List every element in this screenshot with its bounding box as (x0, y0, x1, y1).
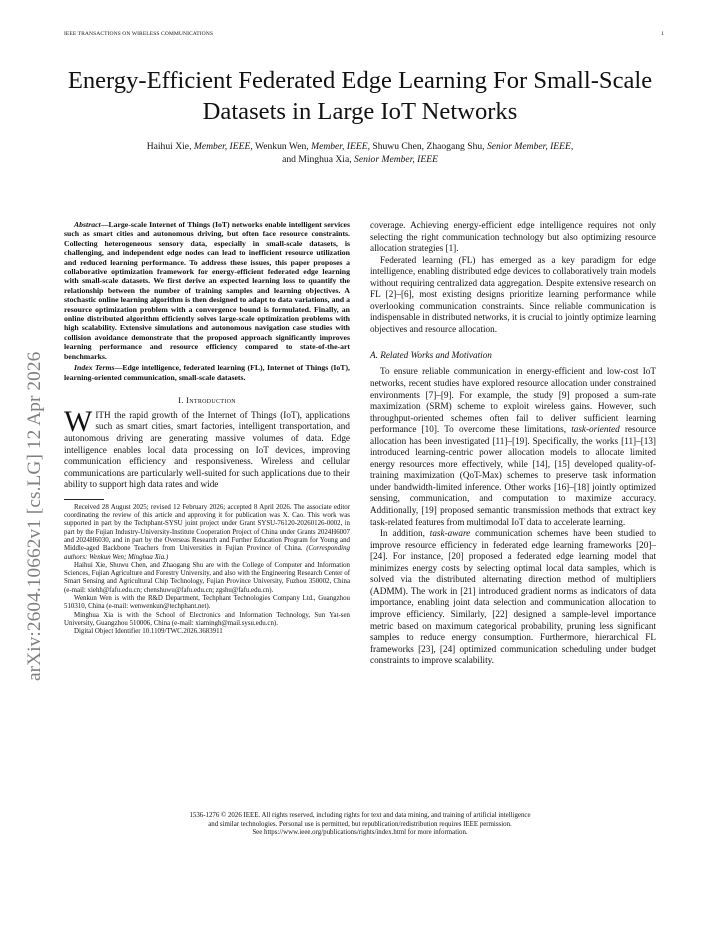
intro-paragraph: WITH the rapid growth of the Internet of Things (IoT), applications such as smart cities, smart factories, intelligent transportation, and autonomous driving are generating massive volumes of data. Edge intelligence enables local data processing on IoT devices, improving communication efficiency and responsiveness. Wireless and cellular communications are particularly well-suited for such applications due to their ability to support high data rates and wide (64, 404, 350, 490)
copyright-line[interactable]: See https://www.ieee.org/publications/rights/index.html for more information. (252, 829, 468, 836)
abstract (64, 220, 350, 361)
author-membership: Senior Member, IEEE (354, 154, 438, 165)
author-name: Shuwu Chen (372, 141, 422, 152)
footnote-affiliation: Haihui Xie, Shuwu Chen, and Zhaogang Shu are with the College of Computer and Information Sciences, Fujian Agriculture and Forestry University, and also with the Engineering Research Center of Smart Sensing and Agricultural Chip Technology, Fujian Province University, Fuzhou 350002, China (e-mail: xiehh@fafu.edu.cn; chenshuwu@fafu.edu.cn; zgshu@fafu.edu.cn). (64, 561, 350, 594)
drop-cap: W (64, 404, 93, 438)
footnote-affiliation: Wenkun Wen is with the R&D Department, Techphant Technologies Company Ltd., Guangzhou 510310, China (e-mail: wenwenkun@techphant.net). (64, 595, 350, 611)
author-list: Haihui Xie, Member, IEEE, Wenkun Wen, Member, IEEE, Shuwu Chen, Zhaogang Shu, Senior Member, IEEE, and Minghua Xia, Senior Member, IEEE (146, 141, 574, 165)
intro-paragraph-continued: coverage. Achieving energy-efficient edge intelligence requires not only selecting the right communication technology but also optimizing resource allocation strategies [1]. (370, 220, 656, 254)
index-terms-label: Index Terms (74, 363, 115, 373)
intro-paragraph-fl: Federated learning (FL) has emerged as a key paradigm for edge intelligence, enabling distributed edge devices to collaboratively train models without requiring centralized data aggregation. Despite extensive research on FL [2]–[6], most existing designs prioritize learning performance while overlooking communication constraints. Since reliable communication is indispensable in distributed networks, it is crucial to jointly optimize learning objectives and resource allocation. (370, 254, 656, 334)
running-header (64, 31, 664, 41)
copyright-line: 1536-1276 © 2026 IEEE. All rights reserved, including rights for text and data mining, and training of artificial intelligence (189, 812, 531, 819)
author-name: and Minghua Xia (282, 154, 350, 165)
related-works-paragraph: In addition, task-aware communication schemes have been studied to improve resource efficiency in federated edge learning frameworks [20]–[24]. For instance, [20] proposed a federated edge learning model that minimizes energy costs by selecting optimal local data samples, which is solved via the distributed alternating direction method of multipliers (ADMM). The work in [21] introduced gradient norms as indicators of data importance, enabling joint data selection and communication allocation to improve efficiency. Similarly, [22] designed a sample-level importance metric based on maximum categorical probability, pruning less significant samples to reduce energy consumption. Furthermore, hierarchical FL frameworks [23], [24] optimized communication scheduling under budget constraints to improve scalability. (370, 528, 657, 666)
author-membership: Senior Member, IEEE (486, 141, 571, 152)
index-terms (64, 363, 350, 382)
copyright-notice (64, 812, 656, 838)
paper-title: Energy-Efficient Federated Edge Learning For Small-Scale Datasets in Large IoT Networks (67, 67, 653, 125)
footnotes (64, 504, 350, 637)
related-works-paragraph: To ensure reliable communication in energy-efficient and low-cost IoT networks, recent studies have explored resource allocation under constrained environments [7]–[9]. For example, the study [9] proposed a sum-rate maximization (SRM) scheme to exploit wireless gains. However, such throughput-oriented schemes often fail to deliver sufficient learning performance [10]. To overcome these limitations, task-oriented resource allocation has been investigated [11]–[19]. Specifically, the works [11]–[13] introduced learning-centric power allocation models to allocate limited energy resources more effectively, while [14], [15] developed quality-of-training maximization (QoT-Max) schemes to preserve task information under bandwidth-limited inference. Other works [16]–[18] jointly optimized sensing, communication, and computation to maximize accuracy. Additionally, [19] proposed semantic transmission methods that extract key task-related features from multimodal IoT data to accelerate learning. (370, 366, 656, 527)
footnote-affiliation: Minghua Xia is with the School of Electronics and Information Technology, Sun Yat-sen University, Guangzhou 510006, China (e-mail: xiamingh@mail.sysu.edu.cn). (64, 611, 350, 627)
footnote-divider (64, 499, 104, 500)
abstract-text: —Large-scale Internet of Things (IoT) networks enable intelligent services such as smart cities and autonomous driving, but often face resource constraints. Collecting heterogeneous sensory data, especially in small-scale datasets, is challenging, and independent edge nodes can lead to inefficient resource utilization and reduced learning performance. To address these issues, this paper proposes a collaborative optimization framework for energy-efficient federated edge learning with small-scale datasets. We first derive an expected learning loss to quantify the relationship between the number of training samples and learning objectives. A stochastic online learning algorithm is then designed to adapt to data variations, and a resource optimization problem with a convergence bound is formulated. Finally, an online distributed algorithm efficiently solves large-scale optimization problems with high scalability. Extensive simulations and autonomous navigation case studies with collision avoidance demonstrate that the proposed approach significantly improves learning performance and resource efficiency compared to state-of-the-art benchmarks. (64, 220, 350, 361)
author-membership: Member, IEEE (311, 141, 368, 152)
footnote-received: Received 28 August 2025; revised 12 February 2026; accepted 8 April 2026. The associate editor coordinating the review of this article and approving it for publication was X. Cao. This work was supported in part by the Techphant-SYSU joint project under Grant SYSU-76120-20260126-0002, in part by the Fujian Industry-University-Institute Cooperation Project of China under Grants 2024H6007 and 2024H6030, and in part by the Overseas Research and Further Education Program for Young and Middle-aged Backbone Teachers from Universities in Fujian Province of China. (Corresponding authors: Wenkun Wen; Minghua Xia.) (64, 503, 350, 561)
abstract-label: Abstract (74, 220, 101, 229)
arxiv-identifier-stamp[interactable]: arXiv:2604.10662v1 [cs.LG] 12 Apr 2026 (24, 351, 45, 681)
right-column (370, 220, 656, 667)
author-name: Zhaogang Shu (426, 141, 483, 152)
section-heading-introduction: I. Introduction (178, 394, 236, 405)
index-terms-text: —Edge intelligence, federated learning (FL), Internet of Things (IoT), learning-oriented communication, small-scale datasets. (64, 363, 350, 382)
journal-name: IEEE TRANSACTIONS ON WIRELESS COMMUNICATIONS (64, 31, 213, 37)
author-name: Haihui Xie (146, 141, 190, 152)
copyright-line: and similar technologies. Personal use is permitted, but republication/redistribution requires IEEE permission. (208, 820, 512, 828)
subsection-heading-related-works: A. Related Works and Motivation (370, 350, 492, 361)
page-number: 1 (661, 31, 664, 37)
author-membership: Member, IEEE (193, 141, 251, 152)
author-name: Wenkun Wen (254, 141, 307, 152)
footnote-doi[interactable]: Digital Object Identifier 10.1109/TWC.2026.3683911 (74, 628, 223, 636)
left-column (64, 220, 350, 636)
